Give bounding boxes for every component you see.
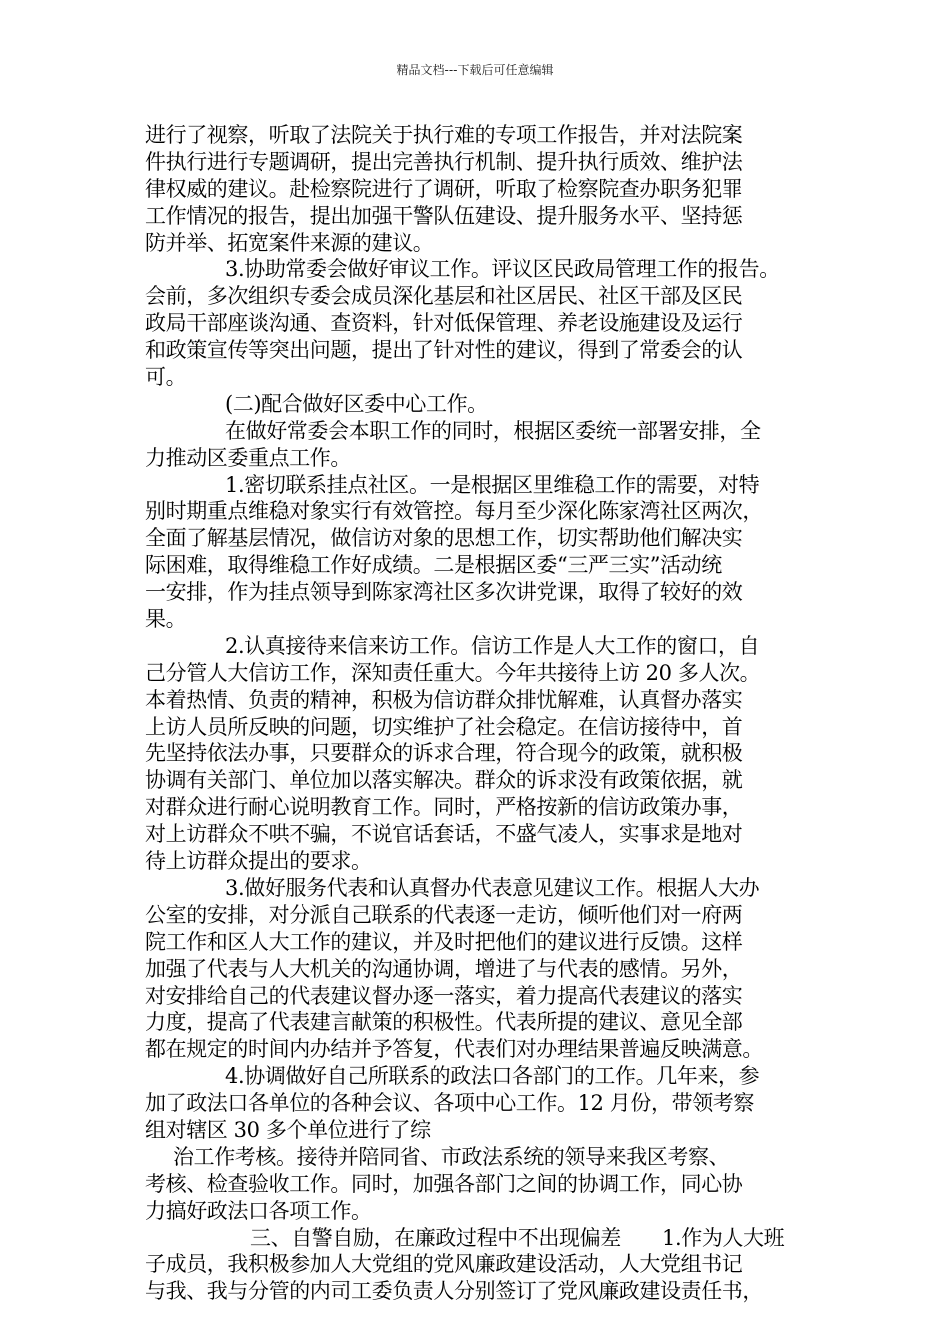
document-body [145,122,835,1305]
text-line: 一安排，作为挂点领导到陈家湾社区多次讲党课，取得了较好的效 [145,580,743,605]
text-line: 治工作考核。接待并陪同省、市政法系统的领导来我区考察、 [173,1144,730,1169]
text-line: 果。 [145,607,187,632]
text-line: 对群众进行耐心说明教育工作。同时，严格按新的信访政策办事， [145,795,743,820]
text-line: 力推动区委重点工作。 [145,445,351,470]
text-line: 上访人员所反映的问题，切实维护了社会稳定。在信访接待中，首 [145,714,743,739]
text-line: 3.协助常委会做好审议工作。评议区民政局管理工作的报告。 [225,257,780,282]
text-line: 与我、我与分管的内司工委负责人分别签订了党风廉政建设责任书， [145,1279,763,1304]
text-line: 对安排给自己的代表建议督办逐一落实，着力提高代表建议的落实 [145,983,743,1008]
text-line: 三、自警自励，在廉政过程中不出现偏差 1.作为人大班 [250,1225,785,1250]
text-line: 件执行进行专题调研，提出完善执行机制、提升执行质效、维护法 [145,149,743,174]
text-line: 防并举、拓宽案件来源的建议。 [145,230,434,255]
text-line: 可。 [145,365,187,390]
page-header: 精品文档---下载后可任意编辑 [396,63,554,77]
text-line: 己分管人大信访工作，深知责任重大。今年共接待上访 20 多人次。 [145,660,761,685]
text-line: 加了政法口各单位的各种会议、各项中心工作。12 月份，带领考察 [145,1091,754,1116]
text-line: 对上访群众不哄不骗，不说官话套话，不盛气凌人，实事求是地对 [145,822,743,847]
text-line: 4.协调做好自己所联系的政法口各部门的工作。几年来，参 [225,1064,760,1089]
text-line: 别时期重点维稳对象实行有效管控。每月至少深化陈家湾社区两次， [145,499,763,524]
text-line: 全面了解基层情况，做信访对象的思想工作，切实帮助他们解决实 [145,526,743,551]
text-line: (二)配合做好区委中心工作。 [225,391,488,416]
text-line: 在做好常委会本职工作的同时，根据区委统一部署安排，全 [225,418,761,443]
text-line: 会前，多次组织专委会成员深化基层和社区居民、社区干部及区民 [145,284,743,309]
text-line: 先坚持依法办事，只要群众的诉求合理，符合现今的政策，就积极 [145,741,743,766]
text-line: 力搞好政法口各项工作。 [145,1198,372,1223]
text-line: 力度，提高了代表建言献策的积极性。代表所提的建议、意见全部 [145,1010,743,1035]
text-line: 待上访群众提出的要求。 [145,849,372,874]
text-line: 和政策宣传等突出问题，提出了针对性的建议，得到了常委会的认 [145,338,743,363]
text-line: 组对辖区 30 多个单位进行了综 [145,1117,431,1142]
text-line: 院工作和区人大工作的建议，并及时把他们的建议进行反馈。这样 [145,929,743,954]
text-line: 进行了视察，听取了法院关于执行难的专项工作报告，并对法院案 [145,123,743,147]
text-line: 子成员，我积极参加人大党组的党风廉政建设活动，人大党组书记 [145,1252,743,1277]
text-line: 加强了代表与人大机关的沟通协调，增进了与代表的感情。另外， [145,956,743,981]
text-line: 都在规定的时间内办结并予答复，代表们对办理结果普遍反映满意。 [145,1037,763,1062]
text-line: 政局干部座谈沟通、查资料，针对低保管理、养老设施建设及运行 [145,311,743,336]
text-line: 工作情况的报告，提出加强干警队伍建设、提升服务水平、坚持惩 [145,203,743,228]
text-line: 3.做好服务代表和认真督办代表意见建议工作。根据人大办 [225,875,760,900]
text-line: 协调有关部门、单位加以落实解决。群众的诉求没有政策依据，就 [145,768,743,793]
text-line: 1.密切联系挂点社区。一是根据区里维稳工作的需要，对特 [225,472,760,497]
text-line: 律权威的建议。赴检察院进行了调研，听取了检察院查办职务犯罪 [145,176,743,201]
text-line: 际困难，取得维稳工作好成绩。二是根据区委“三严三实”活动统 [145,553,722,578]
text-line: 2.认真接待来信来访工作。信访工作是人大工作的窗口，自 [225,633,760,658]
text-line: 本着热情、负责的精神，积极为信访群众排忧解难，认真督办落实 [145,687,743,712]
text-line: 考核、检查验收工作。同时，加强各部门之间的协调工作，同心协 [145,1171,743,1196]
text-line: 公室的安排，对分派自己联系的代表逐一走访，倾听他们对一府两 [145,902,743,927]
